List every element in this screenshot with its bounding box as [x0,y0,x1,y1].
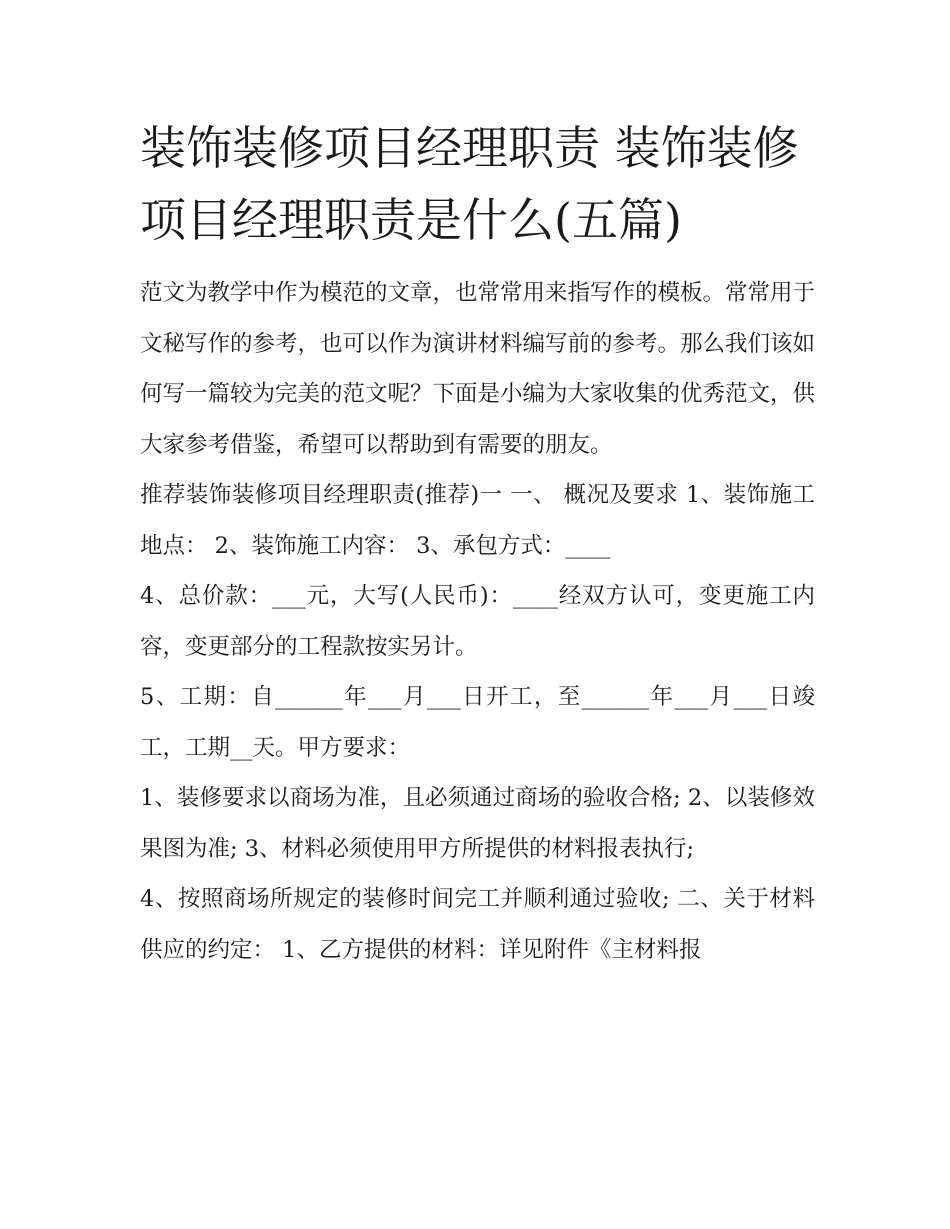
document-page [140,112,815,975]
paragraph-price: 4、总价款：___元，大写(人民币)：____经双方认可，变更施工内容，变更部分的工程款按实另计。 [140,583,815,660]
paragraph-intro: 范文为教学中作为模范的文章，也常常用来指写作的模板。常常用于文秘写作的参考，也可以作为演讲材料编写前的参考。那么我们该如何写一篇较为完美的范文呢？下面是小编为大家收集的优秀范文，供大家参考借鉴，希望可以帮助到有需要的朋友。 [140,280,816,458]
paragraph-overview: 推荐装饰装修项目经理职责(推荐)一 一、 概况及要求 1、装饰施工地点： 2、装饰施工内容： 3、承包方式：____ [140,482,815,559]
paragraph-materials: 4、按照商场所规定的装修时间完工并顺利通过验收; 二、关于材料供应的约定： 1、乙方提供的材料：详见附件《主材料报 [140,886,815,963]
paragraph-schedule: 5、工期：自______年___月___日开工，至______年___月___日竣工，工期__天。甲方要求： [140,684,815,761]
paragraph-requirements: 1、装修要求以商场为准，且必须通过商场的验收合格; 2、以装修效果图为准; 3、材料必须使用甲方所提供的材料报表执行; [140,785,815,862]
document-title: 装饰装修项目经理职责 装饰装修项目经理职责是什么(五篇) [140,121,799,247]
